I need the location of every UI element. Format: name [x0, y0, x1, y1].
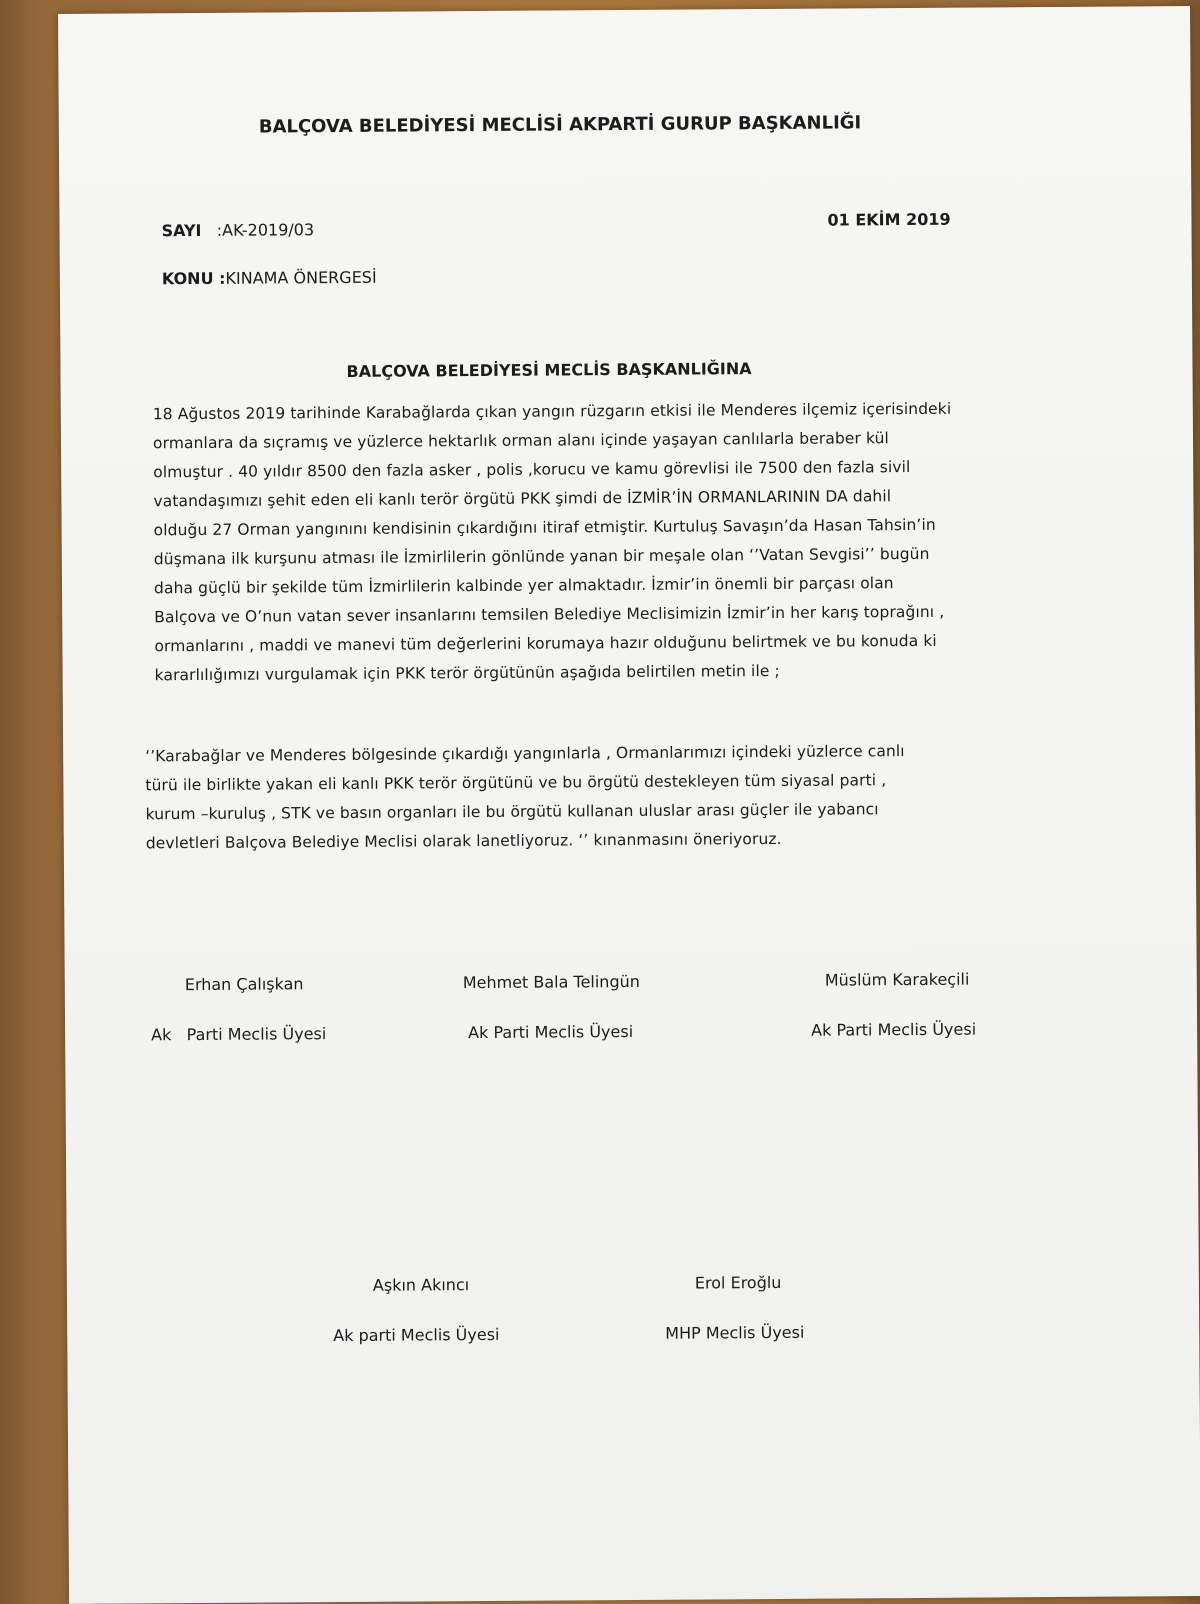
body-line: olduğu 27 Orman yangınını kendisinin çıkardığını itiraf etmiştir. Kurtuluş Savaşın’da Hasan Tahsin’in: [153, 515, 936, 540]
body-line: ormanlarını , maddi ve manevi tüm değerlerini korumaya hazır olduğunu belirtmek ve bu konuda ki: [154, 631, 937, 656]
quote-line: türü ile birlikte yakan eli kanlı PKK terör örgütünü ve bu örgütü destekleyen tüm siyasal parti ,: [145, 771, 887, 795]
body-line: vatandaşımızı şehit eden eli kanlı terör örgütü PKK şimdi de İZMİR’İN ORMANLARININ DA dahil: [153, 487, 892, 511]
body-line: düşmana ilk kurşunu atması ile İzmirlilerin gönlünde yanan bir meşale olan ‘’Vatan Sevgisi’’ bugün: [153, 544, 930, 569]
body-line: ormanlara da sıçramış ve yüzlerce hektarlık orman alanı içinde yaşayan canlılarla beraber kül: [152, 429, 889, 453]
body-line: 18 Ağustos 2019 tarihinde Karabağlarda çıkan yangın rüzgarın etkisi ile Menderes ilçemiz içerisindeki: [152, 399, 952, 424]
quote-line: devletleri Balçova Belediye Meclisi olarak lanetliyoruz. ‘’ kınanmasını öneriyoruz.: [145, 829, 782, 853]
document-page: [58, 6, 1200, 1604]
reference-number-row: [161, 220, 314, 240]
body-line: olmuştur . 40 yıldır 8500 den fazla asker , polis ,korucu ve kamu görevlisi ile 7500 den fazla sivil: [153, 458, 911, 482]
sayi-value: :AK-2019/03: [201, 220, 315, 240]
body-line: kararlılığımızı vurgulamak için PKK terör örgütünün aşağıda belirtilen metin ile ;: [154, 661, 780, 685]
signatory-name: Müslüm Karakeçili: [824, 969, 970, 990]
subject-row: [162, 268, 377, 288]
signatory-role: Ak parti Meclis Üyesi: [333, 1324, 500, 1346]
signatory-role: Ak Parti Meclis Üyesi: [811, 1019, 977, 1040]
document-date: 01 EKİM 2019: [827, 209, 951, 230]
document-title: BALÇOVA BELEDİYESİ MECLİSİ AKPARTİ GURUP BAŞKANLIĞI: [258, 112, 862, 138]
body-line: daha güçlü bir şekilde tüm İzmirlilerin kalbinde yer almaktadır. İzmir’in önemli bir parçası olan: [153, 574, 894, 598]
signatory-role: Ak Parti Meclis Üyesi: [468, 1021, 634, 1043]
quote-line: kurum –kuruluş , STK ve basın organları ile bu örgütü kullanan uluslar arası güçler ile yabancı: [145, 800, 879, 824]
quote-line: ‘’Karabağlar ve Menderes bölgesinde çıkardığı yangınlarla , Ormanlarımızı içindeki yüzlerce canlı: [145, 742, 905, 766]
signatory-name: Mehmet Bala Telingün: [462, 971, 640, 993]
signatory-name: Aşkın Akıncı: [372, 1275, 470, 1295]
konu-label: KONU :: [161, 268, 226, 289]
addressee: BALÇOVA BELEDİYESİ MECLİS BAŞKANLIĞINA: [346, 359, 752, 381]
signatory-role: Ak Parti Meclis Üyesi: [151, 1024, 327, 1045]
signatory-name: Erhan Çalışkan: [184, 974, 304, 995]
signatory-name: Erol Eroğlu: [694, 1272, 782, 1293]
body-line: Balçova ve O’nun vatan sever insanlarını temsilen Belediye Meclisimizin İzmir’in her karış toprağını ,: [154, 602, 945, 627]
sayi-label: SAYI: [161, 220, 202, 241]
signatory-role: MHP Meclis Üyesi: [665, 1322, 805, 1343]
konu-value: KINAMA ÖNERGESİ: [225, 267, 377, 288]
